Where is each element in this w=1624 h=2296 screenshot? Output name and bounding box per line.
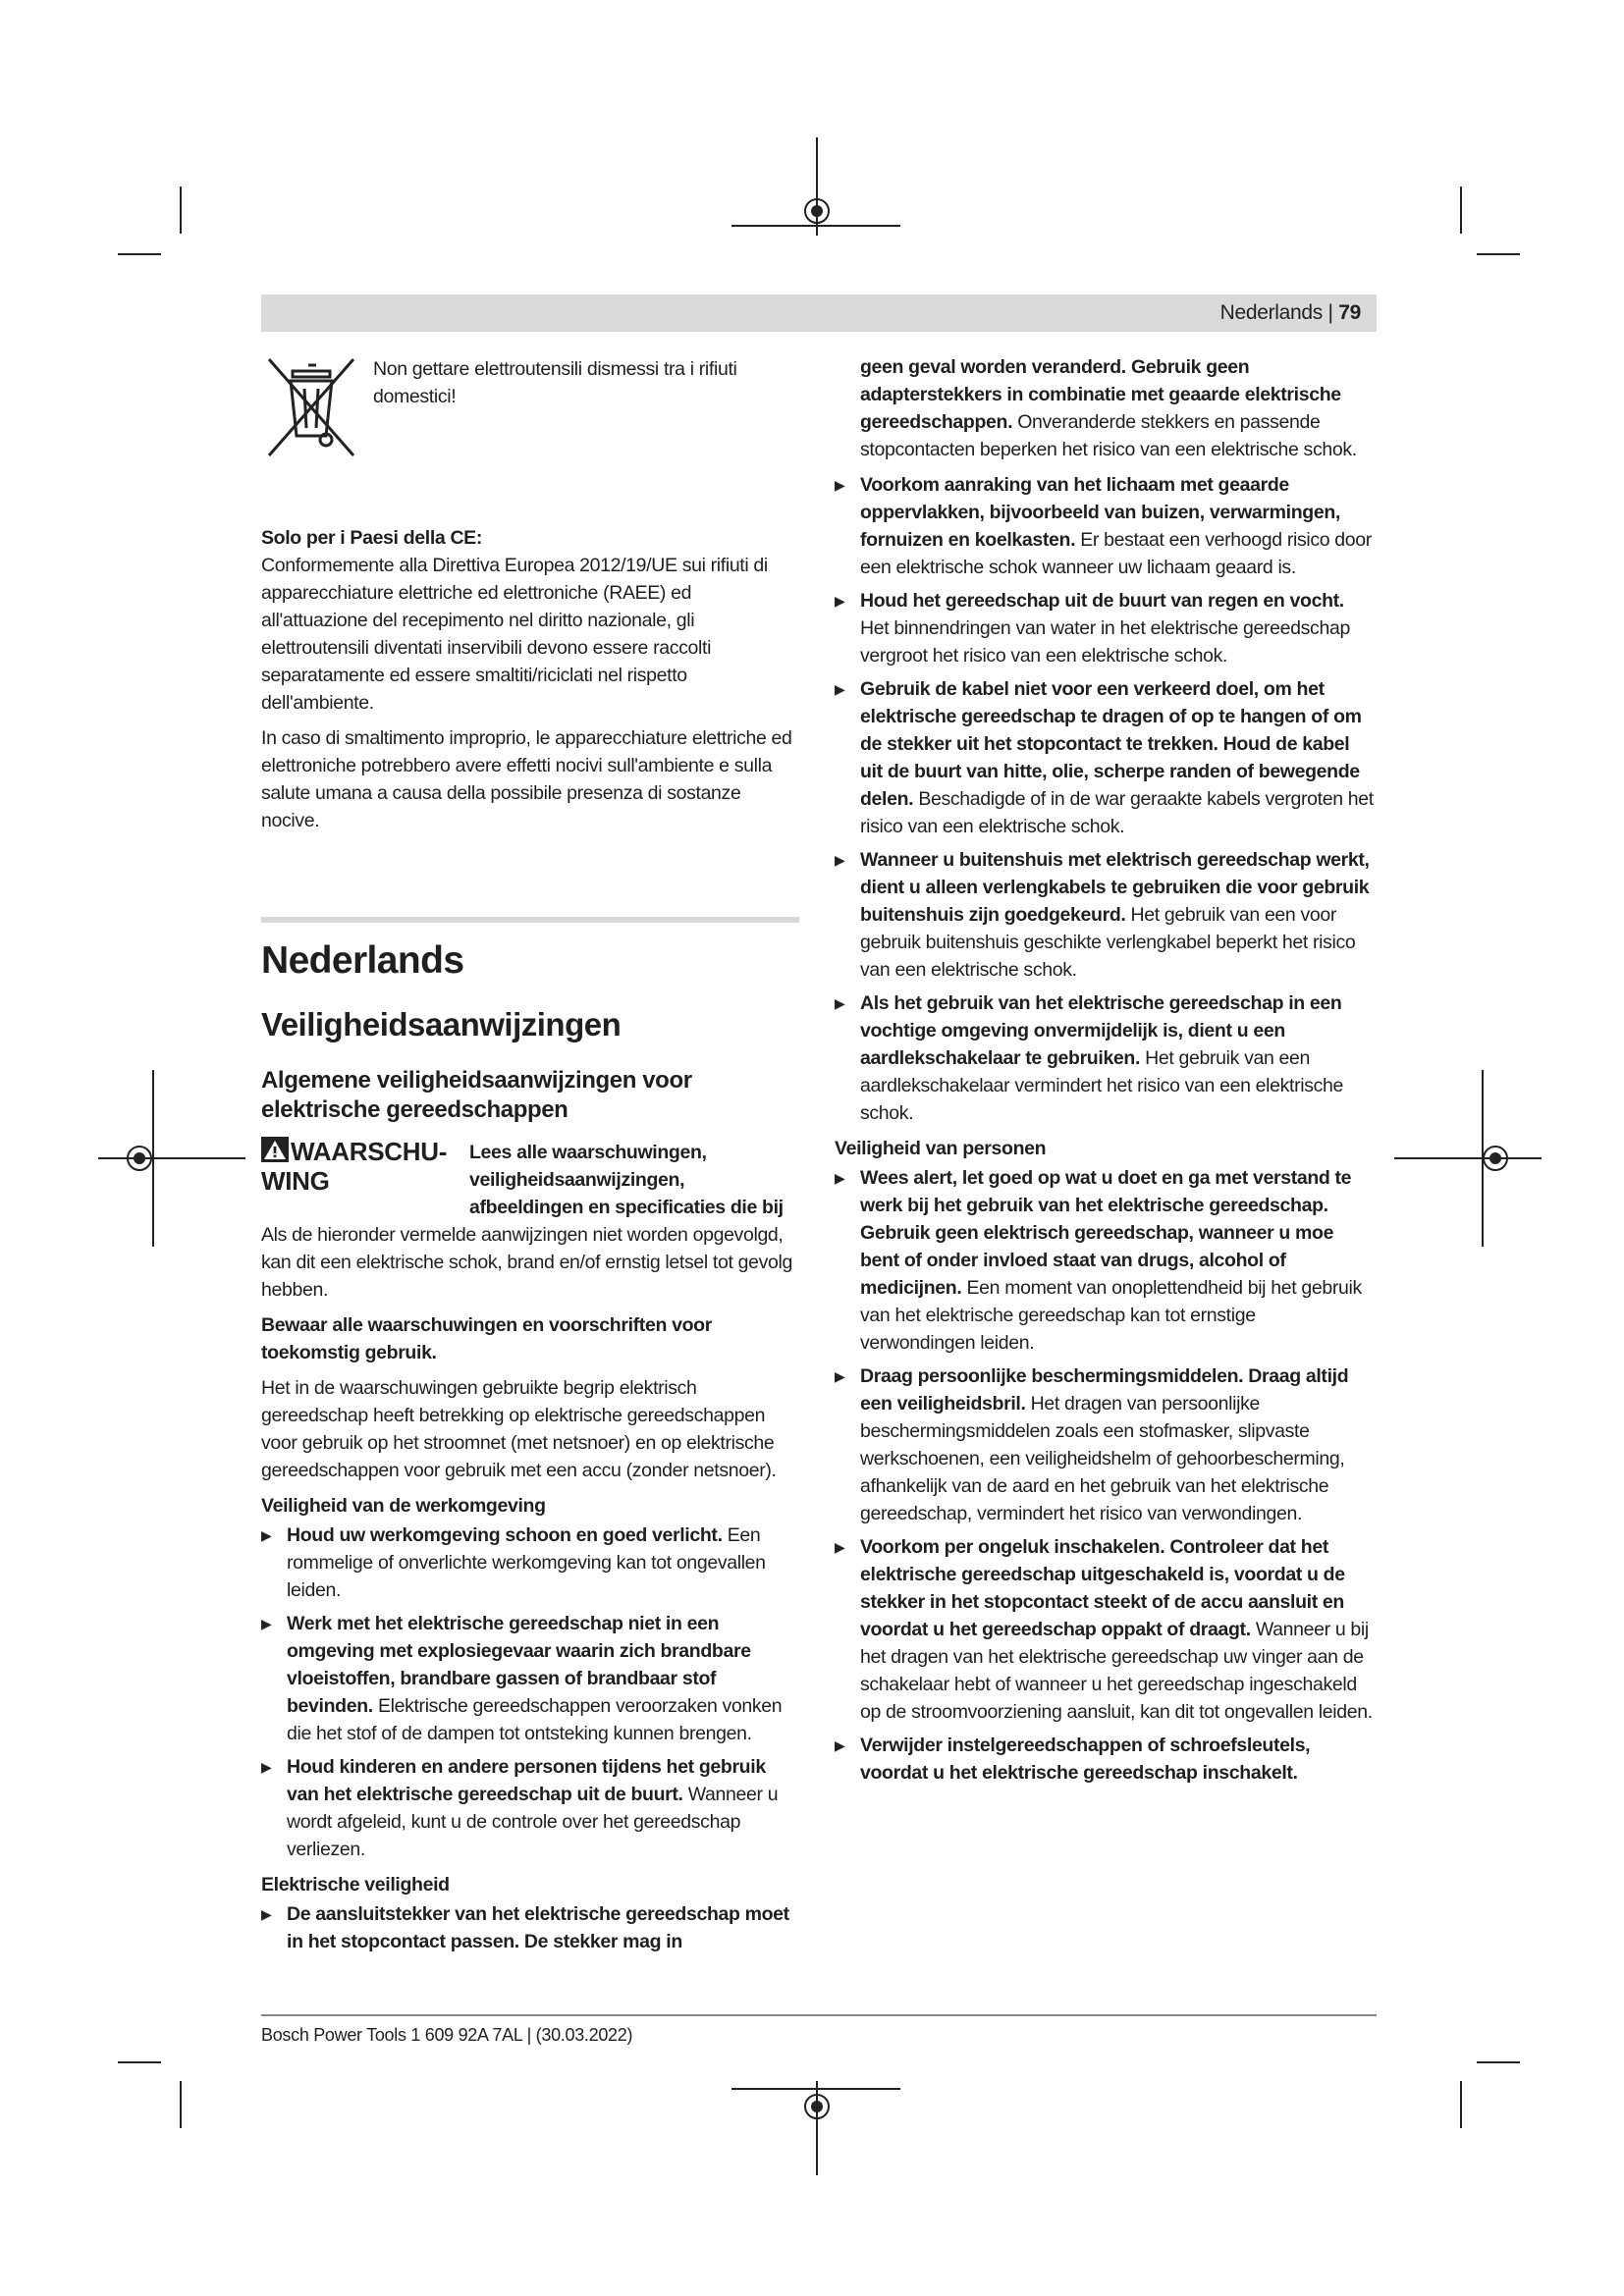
electrical-list-start [261, 1900, 799, 1955]
term-paragraph: Het in de waarschuwingen gebruikte begrip elektrisch gereedschap heeft betrekking op elektrische gereedschappen voor gebruik op het stroomnet (met netsnoer) en op elektrische gereedschappen voor gebruik met een accu (zonder netsnoer). [261, 1377, 777, 1481]
crop-mark [98, 1157, 245, 1159]
page-number: 79 [1338, 301, 1361, 324]
section-divider [261, 917, 799, 923]
crop-mark [1394, 1157, 1542, 1159]
item-text: Wanneer u wordt afgeleid, kunt u de controle over het gereedschap verliezen. [287, 1784, 779, 1860]
registration-mark-icon [802, 2092, 832, 2121]
item-bold: Werk met het elektrische gereedschap niet in een omgeving met explosiegevaar waarin zich brandbare vloeistoffen, brandbare gassen of brandbaar stof bevinden. [287, 1613, 751, 1717]
item-text: Een moment van onoplettendheid bij het gebruik van het elektrische gereedschap kan tot ernstige verwondingen leiden. [860, 1277, 1362, 1354]
item-bold: De aansluitstekker van het elektrische gereedschap moet in het stopcontact passen. De stekker mag in [287, 1903, 789, 1952]
registration-mark-icon [125, 1144, 154, 1173]
item-bold: geen geval worden veranderd. Gebruik geen adapterstekkers in combinatie met geaarde elektrische gereedschappen. [860, 356, 1341, 433]
item-bold: Voorkom aanraking van het lichaam met geaarde oppervlakken, bijvoorbeeld van buizen, verwarmingen, fornuizen en koelkasten. [860, 474, 1340, 551]
work-area-list [261, 1522, 799, 1863]
item-text: Wanneer u bij het dragen van het elektrische gereedschap uw vinger aan de schakelaar hebt of wanneer u het gereedschap ingeschakeld op de stroomvoorziening aansluit, kan dit tot ongevallen leiden. [860, 1619, 1373, 1723]
footer-divider [261, 2014, 1377, 2016]
warning-text: Als de hieronder vermelde aanwijzingen niet worden opgevolgd, kan dit een elektrische schok, brand en/of ernstig letsel tot gevolg hebben. [261, 1224, 792, 1301]
header-separator: | [1327, 301, 1333, 324]
item-text: Een rommelige of onverlichte werkomgeving kan tot ongevallen leiden. [287, 1524, 766, 1601]
warning-label-line2: WING [261, 1166, 330, 1196]
warning-label-line1: WAARSCHU- [291, 1137, 448, 1166]
item-bold: Houd kinderen en andere personen tijdens het gebruik van het elektrische gereedschap uit de buurt. [287, 1756, 766, 1805]
electrical-safety-heading: Elektrische veiligheid [261, 1874, 450, 1896]
weee-text: Non gettare elettroutensili dismessi tra i rifiuti domestici! [373, 358, 737, 407]
left-column [261, 353, 799, 1963]
list-item [835, 675, 1375, 840]
item-bold: Draag persoonlijke beschermingsmiddelen. Draag altijd een veiligheidsbril. [860, 1365, 1349, 1415]
crop-mark [731, 2088, 900, 2090]
crop-mark [1460, 2081, 1462, 2128]
list-item [835, 587, 1375, 669]
item-bold: Gebruik de kabel niet voor een verkeerd doel, om het elektrische gereedschap te dragen of op te hangen of om de stekker uit het stopcontact te trekken. Houd de kabel uit de buurt van hitte, olie, scherpe randen of bewegende delen. [860, 678, 1362, 810]
keep-instructions-heading: Bewaar alle waarschuwingen en voorschriften voor toekomstig gebruik. [261, 1314, 712, 1363]
language-heading: Nederlands [261, 939, 464, 982]
item-bold: Wees alert, let goed op wat u doet en ga met verstand te werk bij het gebruik van het elektrische gereedschap. Gebruik geen elektrisch gereedschap, wanneer u moe bent of onder invloed staat van drugs, alcohol of medicijnen. [860, 1167, 1352, 1299]
item-bold: Verwijder instelgereedschappen of schroefsleutels, voordat u het elektrische gereedschap inschakelt. [860, 1735, 1311, 1784]
item-text: Het binnendringen van water in het elektrische gereedschap vergroot het risico van een elektrische schok. [860, 617, 1350, 667]
weee-block [261, 353, 799, 463]
running-header [1220, 301, 1361, 325]
list-item [261, 1610, 799, 1747]
list-item [835, 989, 1375, 1127]
item-bold: Houd uw werkomgeving schoon en goed verlicht. [287, 1524, 723, 1546]
list-item [261, 1900, 799, 1955]
ce-heading: Solo per i Paesi della CE: [261, 527, 482, 549]
warning-lead: Lees alle waarschuwingen, veiligheidsaanwijzingen, afbeeldingen en specificaties die bij [469, 1142, 784, 1218]
item-text: Het dragen van persoonlijke beschermingsmiddelen zoals een stofmasker, slipvaste werkschoenen, een veiligheidshelm of gehoorbescherming, afhankelijk van de aard en het gebruik van het elektrische gereedschap, vermindert het risico van verwondingen. [860, 1393, 1345, 1524]
list-item [835, 471, 1375, 581]
list-item [835, 1732, 1375, 1787]
ce-paragraph: Conformemente alla Direttiva Europea 2012/19/UE sui rifiuti di apparecchiature elettriche ed elettroniche (RAEE) ed all'attuazione del recepimento nel diritto nazionale, gli elettroutensili diventati inservibili devono essere raccolti separatamente ed essere smaltiti/riciclati nel rispetto dell'ambiente. [261, 555, 768, 714]
item-text: Onveranderde stekkers en passende stopcontacten beperken het risico van een elektrische schok. [860, 411, 1357, 460]
crop-mark [118, 2061, 161, 2063]
item-text: Er bestaat een verhoogd risico door een elektrische schok wanneer uw lichaam geaard is. [860, 529, 1372, 578]
list-item [835, 1164, 1375, 1357]
registration-mark-icon [1481, 1144, 1510, 1173]
work-area-heading: Veiligheid van de werkomgeving [261, 1495, 546, 1517]
header-section: Nederlands [1219, 301, 1323, 324]
crop-mark [1477, 253, 1520, 255]
personal-safety-heading: Veiligheid van personen [835, 1138, 1047, 1159]
list-item [261, 1522, 799, 1604]
continued-item [835, 353, 1375, 463]
crop-mark [118, 253, 161, 255]
crop-mark [1460, 187, 1462, 234]
crossed-out-wheelie-bin-icon [261, 353, 359, 463]
item-bold: Wanneer u buitenshuis met elektrisch gereedschap werkt, dient u alleen verlengkabels te gebruiken die voor gebruik buitenshuis zijn goedgekeurd. [860, 849, 1370, 926]
general-safety-heading: Algemene veiligheidsaanwijzingen voor elektrische gereedschappen [261, 1067, 692, 1123]
crop-mark [180, 2081, 182, 2128]
safety-heading: Veiligheidsaanwijzingen [261, 1006, 622, 1042]
electrical-list [835, 471, 1375, 1127]
warning-triangle-icon [261, 1137, 289, 1162]
list-item [261, 1753, 799, 1863]
item-bold: Houd het gereedschap uit de buurt van regen en vocht. [860, 590, 1344, 612]
warning-rest [261, 1221, 799, 1304]
personal-safety-list [835, 1164, 1375, 1787]
crop-mark [180, 187, 182, 234]
page-header [261, 294, 1377, 332]
item-text: Het gebruik van een aardlekschakelaar vermindert het risico van een elektrische schok. [860, 1047, 1344, 1124]
list-item [835, 846, 1375, 984]
warning-label [261, 1137, 454, 1196]
item-bold: Als het gebruik van het elektrische gereedschap in een vochtige omgeving onvermijdelijk is, dient u een aardlekschakelaar te gebruiken. [860, 992, 1342, 1069]
item-text: Elektrische gereedschappen veroorzaken vonken die het stof of de dampen tot ontsteking kunnen brengen. [287, 1695, 783, 1744]
page-footer: Bosch Power Tools 1 609 92A 7AL | (30.03.2022) [261, 2025, 633, 2045]
item-text: Beschadigde of in de war geraakte kabels vergroten het risico van een elektrische schok. [860, 788, 1374, 837]
ce-paragraph: In caso di smaltimento improprio, le apparecchiature elettriche ed elettroniche potrebbero avere effetti nocivi sull'ambiente e sulla salute umana a causa della possibile presenza di sostanze nocive. [261, 727, 792, 831]
item-text: Het gebruik van een voor gebruik buitenshuis geschikte verlengkabel beperkt het risico van een elektrische schok. [860, 904, 1356, 981]
item-bold: Voorkom per ongeluk inschakelen. Controleer dat het elektrische gereedschap uitgeschakeld is, voordat u de stekker in het stopcontact steekt of de accu aansluit en voordat u het gereedschap oppakt of draagt. [860, 1536, 1345, 1640]
list-item [835, 1362, 1375, 1527]
registration-mark-icon [802, 196, 832, 226]
right-column [835, 353, 1375, 1794]
crop-mark [1477, 2061, 1520, 2063]
list-item [835, 1533, 1375, 1726]
